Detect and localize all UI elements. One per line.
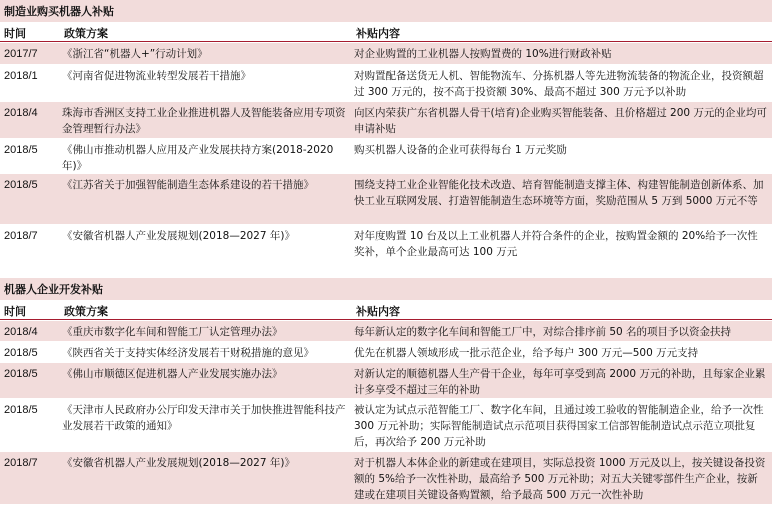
- table-row: [0, 65, 772, 102]
- header-content: 补贴内容: [356, 305, 400, 318]
- header-content: 补贴内容: [356, 27, 400, 40]
- cell-content: 被认定为试点示范智能工厂、数字化车间，且通过竣工验收的智能制造企业，给予一次性 300 万元补助；实际智能制造试点示范项目获得国家工信部智能制造试点示范立项批复后，再次给予 200 万元补助: [354, 404, 764, 448]
- header-plan: 政策方案: [64, 305, 108, 318]
- cell-plan: 《佛山市顺德区促进机器人产业发展实施办法》: [62, 368, 283, 380]
- cell-plan: 《重庆市数字化车间和智能工厂认定管理办法》: [62, 326, 283, 338]
- cell-content: 对企业购置的工业机器人按购置费的 10%进行财政补贴: [354, 48, 612, 60]
- cell-content: 优先在机器人领域形成一批示范企业，给予每户 300 万元—500 万元支持: [354, 347, 699, 359]
- table-header-development: [0, 300, 772, 320]
- cell-time: 2018/5: [4, 179, 38, 191]
- header-time: 时间: [4, 27, 26, 40]
- cell-content: 每年新认定的数字化车间和智能工厂中，对综合排序前 50 名的项目予以资金扶持: [354, 326, 732, 338]
- cell-time: 2018/5: [4, 404, 38, 416]
- cell-plan: 珠海市香洲区支持工业企业推进机器人及智能装备应用专项资金管理暂行办法》: [62, 107, 346, 135]
- table-row: [0, 452, 772, 505]
- header-plan: 政策方案: [64, 27, 108, 40]
- cell-time: 2018/7: [4, 230, 38, 242]
- cell-plan: 《陕西省关于支持实体经济发展若干财税措施的意见》: [62, 347, 314, 359]
- table-row: [0, 399, 772, 452]
- section-title-purchase-subsidy: 制造业购买机器人补贴: [0, 0, 772, 22]
- cell-content: 对购置配备送货无人机、智能物流车、分拣机器人等先进物流装备的物流企业，投资额超过 300 万元的，按不高于投资额 30%、最高不超过 300 万元予以补助: [354, 70, 764, 98]
- cell-plan: 《河南省促进物流业转型发展若干措施》: [62, 70, 251, 82]
- cell-content: 购买机器人设备的企业可获得每台 1 万元奖励: [354, 144, 567, 156]
- header-time: 时间: [4, 305, 26, 318]
- table-row: [0, 139, 772, 174]
- cell-plan: 《天津市人民政府办公厅印发天津市关于加快推进智能科技产业发展若干政策的通知》: [62, 404, 346, 432]
- table-row: [0, 321, 772, 342]
- cell-time: 2018/7: [4, 457, 38, 469]
- cell-plan: 《江苏省关于加强智能制造生态体系建设的若干措施》: [62, 179, 314, 191]
- cell-time: 2018/4: [4, 107, 38, 119]
- cell-time: 2018/5: [4, 144, 38, 156]
- cell-time: 2018/5: [4, 368, 38, 380]
- cell-content: 对于机器人本体企业的新建或在建项目，实际总投资 1000 万元及以上，按关键设备投资额的 5%给予一次性补助，最高给予 500 万元补助；对五大关键零部件生产企业，按新建或在建项目关键设备购置额，给予最高 500 万元一次性补助: [354, 457, 766, 501]
- table-row: [0, 174, 772, 225]
- cell-content: 对新认定的顺德机器人生产骨干企业，每年可享受到高 2000 万元的补助，且每家企业累计多享受不超过三年的补助: [354, 368, 766, 396]
- cell-plan: 《安徽省机器人产业发展规划(2018—2027 年)》: [62, 457, 295, 469]
- cell-time: 2017/7: [4, 48, 38, 60]
- cell-content: 对年度购置 10 台及以上工业机器人并符合条件的企业，按购置金额的 20%给予一次性奖补，单个企业最高可达 100 万元: [354, 230, 758, 258]
- cell-time: 2018/4: [4, 326, 38, 338]
- table-row: [0, 225, 772, 262]
- table-row: [0, 363, 772, 399]
- table-row: [0, 102, 772, 139]
- table-header-purchase: [0, 22, 772, 42]
- cell-content: 围绕支持工业企业智能化技术改造、培育智能制造支撑主体、构建智能制造创新体系、加快工业互联网发展、打造智能制造生态环境等方面，奖励范围从 5 万到 5000 万元不等: [354, 179, 764, 207]
- cell-time: 2018/1: [4, 70, 38, 82]
- cell-plan: 《佛山市推动机器人应用及产业发展扶持方案(2018-2020 年)》: [62, 144, 334, 172]
- cell-time: 2018/5: [4, 347, 38, 359]
- cell-plan: 《浙江省“机器人+”行动计划》: [62, 48, 208, 60]
- section-title-development-subsidy: 机器人企业开发补贴: [0, 278, 772, 300]
- cell-plan: 《安徽省机器人产业发展规划(2018—2027 年)》: [62, 230, 295, 242]
- cell-content: 向区内荣获广东省机器人骨干(培育)企业购买智能装备、且价格超过 200 万元的企业均可申请补贴: [354, 107, 767, 135]
- table-row: [0, 43, 772, 65]
- table-row: [0, 342, 772, 363]
